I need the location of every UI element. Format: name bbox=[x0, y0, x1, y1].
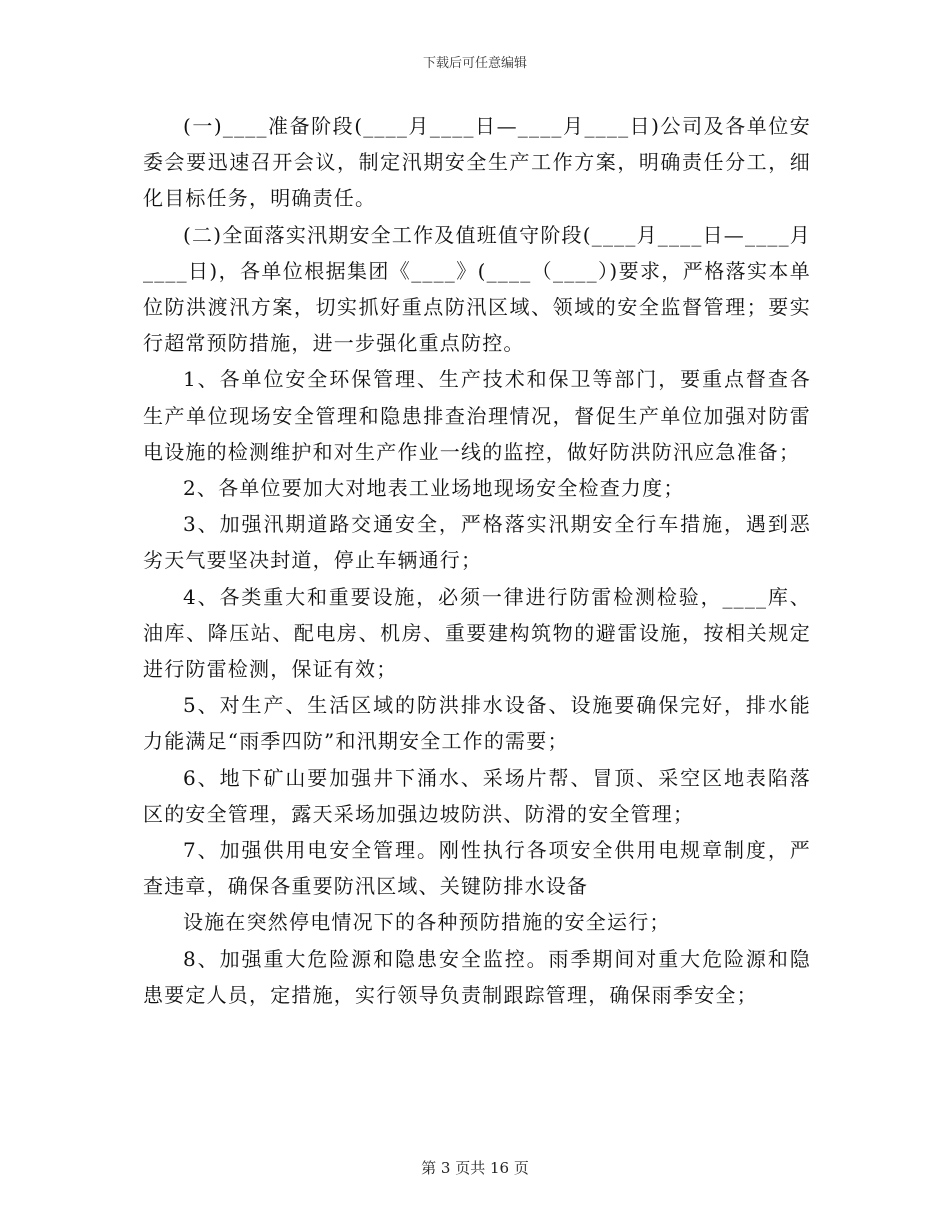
paragraph-preparation-stage: (一)____准备阶段(____月____日—____月____日)公司及各单位安委会要迅速召开会议，制定汛期安全生产工作方案，明确责任分工，细化目标任务，明确责任。 bbox=[143, 114, 811, 211]
page-number: 第 3 页共 16 页 bbox=[421, 1159, 529, 1177]
paragraph-item-7: 7、加强供用电安全管理。刚性执行各项安全供用电规章制度，严查违章，确保各重要防汛区域、关键防排水设备 bbox=[143, 838, 811, 899]
paragraph-item-6: 6、地下矿山要加强井下涌水、采场片帮、冒顶、采空区地表陷落区的安全管理，露天采场加强边坡防洪、防滑的安全管理； bbox=[143, 765, 811, 826]
paragraph-item-8: 8、加强重大危险源和隐患安全监控。雨季期间对重大危险源和隐患要定人员，定措施，实行领导负责制跟踪管理，确保雨季安全； bbox=[143, 946, 811, 1007]
page-header: 下载后可任意编辑 bbox=[422, 56, 527, 71]
paragraph-item-1: 1、各单位安全环保管理、生产技术和保卫等部门，要重点督查各生产单位现场安全管理和隐患排查治理情况，督促生产单位加强对防雷电设施的检测维护和对生产作业一线的监控，做好防洪防汛应急准备； bbox=[143, 367, 811, 464]
paragraph-item-4: 4、各类重大和重要设施，必须一律进行防雷检测检验，____库、油库、降压站、配电房、机房、重要建构筑物的避雷设施，按相关规定进行防雷检测，保证有效； bbox=[143, 584, 811, 682]
paragraph-item-5: 5、对生产、生活区域的防洪排水设备、设施要确保完好，排水能力能满足“雨季四防”和汛期安全工作的需要； bbox=[143, 693, 811, 754]
document-body bbox=[143, 108, 811, 1013]
paragraph-implementation-stage: (二)全面落实汛期安全工作及值班值守阶段(____月____日—____月____日)，各单位根据集团《____》(____（____）)要求，严格落实本单位防洪渡汛方案，切实抓好重点防汛区域、领域的安全监督管理；要实行超常预防措施，进一步强化重点防控。 bbox=[143, 222, 811, 356]
paragraph-item-2: 2、各单位要加大对地表工业场地现场安全检查力度； bbox=[183, 476, 685, 501]
paragraph-item-7-continued: 设施在突然停电情况下的各种预防措施的安全运行； bbox=[183, 910, 671, 935]
paragraph-item-3: 3、加强汛期道路交通安全，严格落实汛期安全行车措施，遇到恶劣天气要坚决封道，停止车辆通行； bbox=[143, 512, 811, 573]
